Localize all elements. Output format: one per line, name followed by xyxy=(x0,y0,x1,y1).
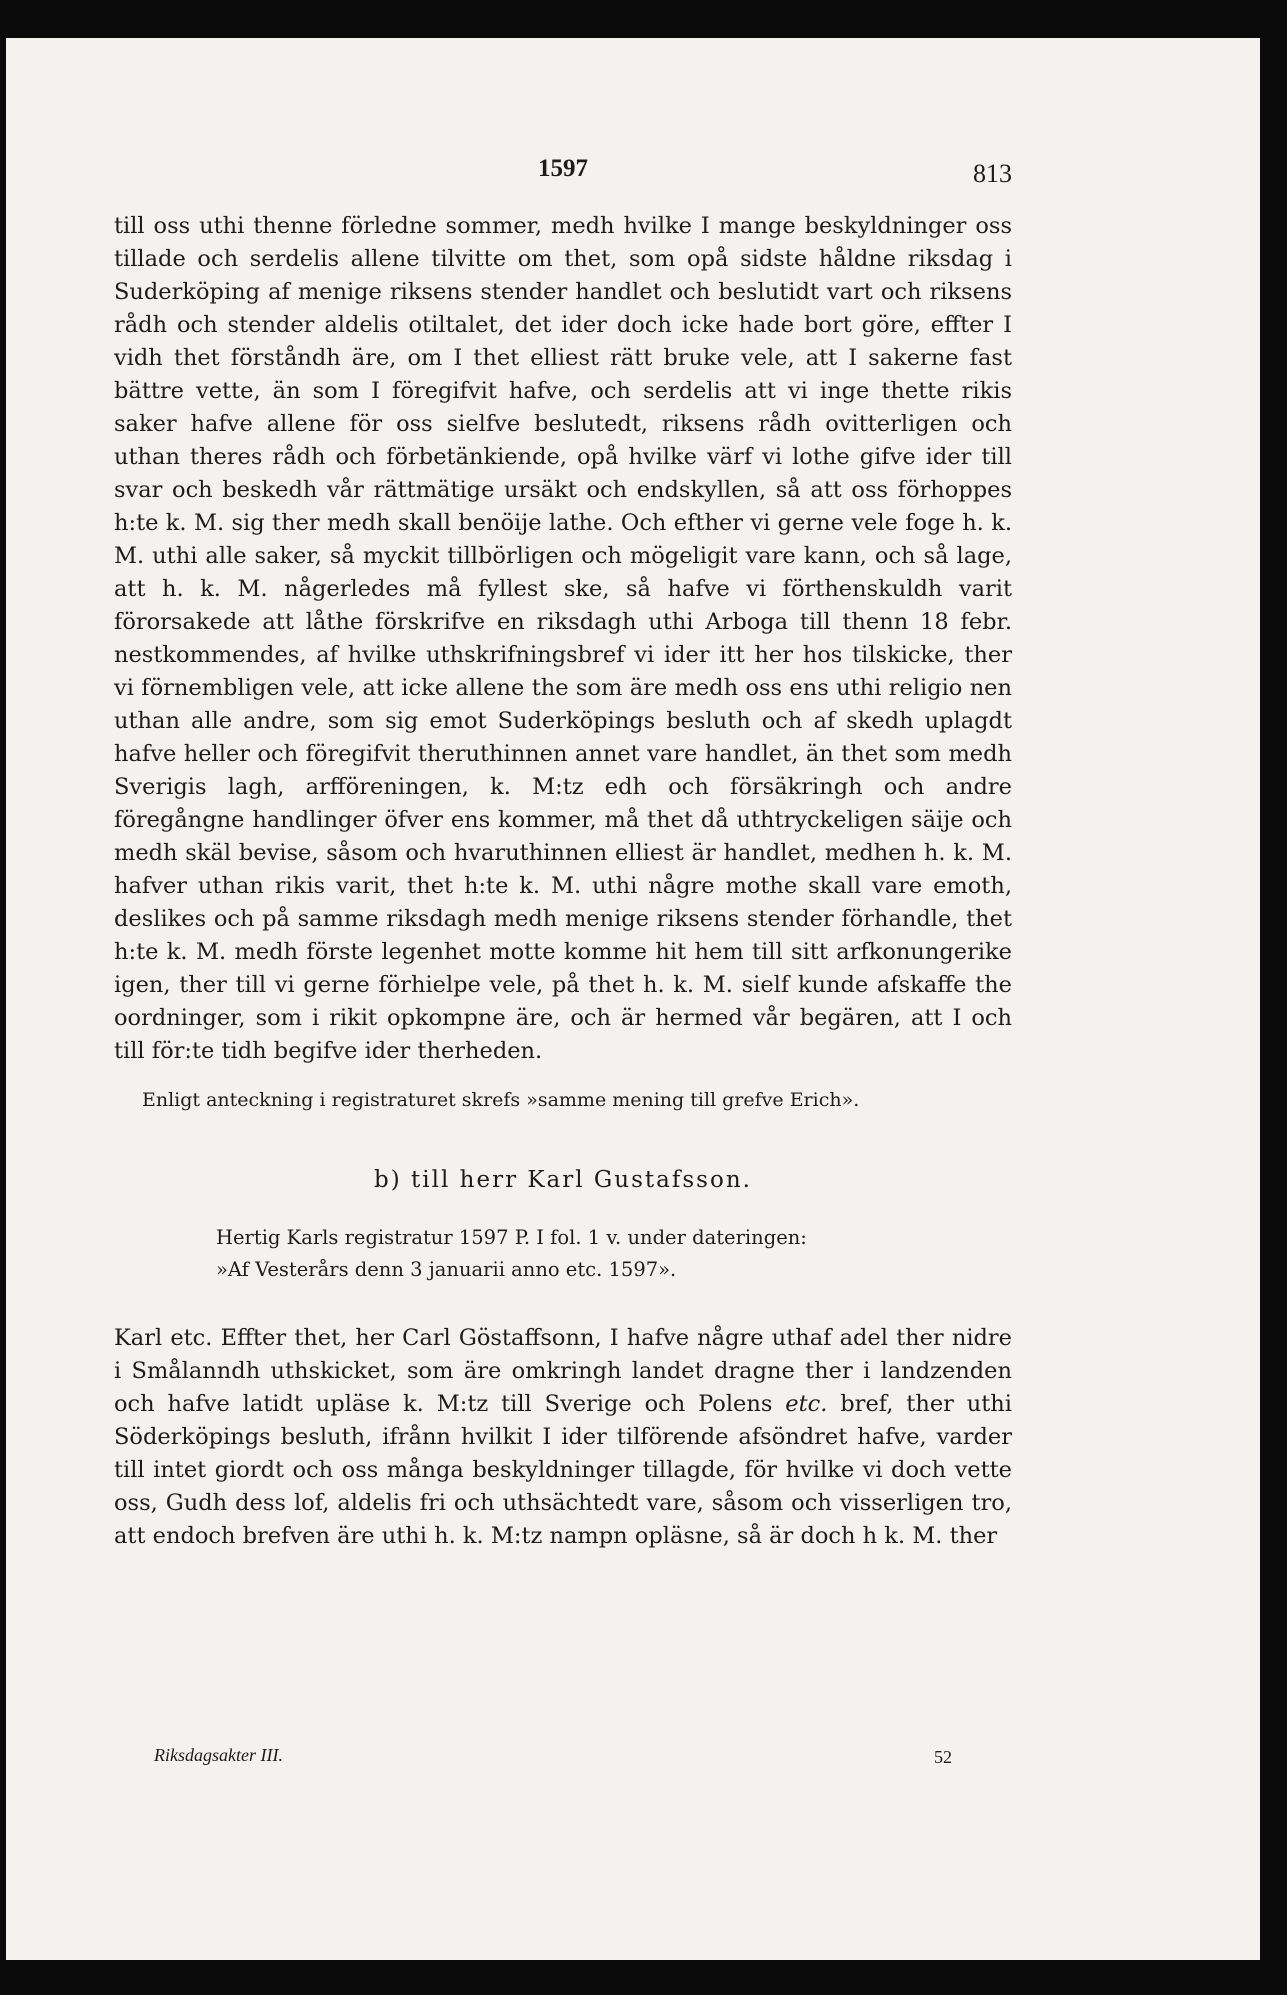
footer-volume-title: Riksdagsakter III. xyxy=(154,1745,283,1765)
source-note xyxy=(114,1222,1012,1286)
running-head xyxy=(114,153,1012,193)
header-year: 1597 xyxy=(538,155,588,182)
letter-b-text-part-2: bref, ther uthi Söderköpings besluth, ifrånn hvilkit I ider tilförende afsöndret hafve, varder till intet giordt och oss många beskyldninger tillagde, för hvilke vi doch vette oss, Gudh dess lof, aldelis fri och uthsächtedt vare, såsom och visserligen tro, att endoch brefven äre uthi h. k. M:tz nampn opläsne, så är doch h k. M. ther xyxy=(114,1391,1012,1549)
letter-b-etc-italic: etc. xyxy=(785,1391,828,1417)
letter-b-text-part-1: Karl etc. Effter thet, her Carl Göstaffsonn, I hafve någre uthaf adel ther nidre i Smålanndh uthskicket, som äre omkringh landet dragne ther i landzenden och hafve latidt upläse k. M:tz till Sverige och Polens xyxy=(114,1325,1012,1417)
page-footer xyxy=(114,1745,1012,1775)
page-number: 813 xyxy=(973,159,1012,188)
document-page xyxy=(6,38,1260,1960)
body-text xyxy=(114,210,1012,1553)
source-line-2: »Af Vesterårs denn 3 januarii anno etc. 1597». xyxy=(216,1258,677,1281)
source-line-1: Hertig Karls registratur 1597 P. I fol. 1 v. under dateringen: xyxy=(216,1226,807,1249)
footer-signature: 52 xyxy=(934,1747,952,1767)
letter-a-text: till oss uthi thenne förledne sommer, medh hvilke I mange beskyldninger oss tillade och serdelis allene tilvitte om thet, som opå sidste håldne riksdag i Suderköping af menige riksens stender handlet och beslutidt vart och riksens rådh och stender aldelis otiltalet, det ider doch icke hade bort göre, effter I vidh thet förståndh äre, om I thet elliest rätt bruke vele, att I sakerne fast bättre vette, än som I föregifvit hafve, och serdelis att vi inge thette rikis saker hafve allene för oss sielfve beslutedt, riksens rådh ovitterligen och uthan theres rådh och förbetänkiende, opå hvilke värf vi lothe gifve ider till svar och beskedh vår rättmätige ursäkt och endskyllen, så att oss förhoppes h:te k. M. sig ther medh skall benöije lathe. Och efther vi gerne vele foge h. k. M. uthi alle saker, så myckit tillbörligen och mögeligit vare kann, och så lage, att h. k. M. någerledes må fyllest ske, så hafve vi förthenskuldh varit förorsakede att låthe förskrifve en riksdagh uthi Arboga till thenn 18 febr. nestkommendes, af hvilke uthskrifningsbref vi ider itt her hos tilskicke, ther vi förnembligen vele, att icke allene the som äre medh oss ens uthi religio nen uthan alle andre, som sig emot Suderköpings besluth och af skedh uplagdt hafve heller och föregifvit theruthinnen annet vare handlet, än thet som medh Sverigis lagh, arfföreningen, k. M:tz edh och försäkringh och andre föregångne handlinger öfver ens kommer, må thet då uthtryckeligen säije och medh skäl bevise, såsom och hvaruthinnen elliest är handlet, medhen h. k. M. hafver uthan rikis varit, thet h:te k. M. uthi någre mothe skall vare emoth, deslikes och på samme riksdagh medh menige riksens stender förhandle, thet h:te k. M. medh förste legenhet motte komme hit hem till sitt arfkonungerike igen, ther till vi gerne förhielpe vele, på thet h. k. M. sielf kunde afskaffe the oordninger, som i rikit opkompne äre, och är hermed vår begären, att I och till för:te tidh begifve ider therheden. xyxy=(114,213,1012,1064)
registry-note: Enligt anteckning i registraturet skrefs »samme mening till grefve Erich». xyxy=(142,1089,860,1111)
section-heading: b) till herr Karl Gustafsson. xyxy=(374,1167,752,1193)
letter-b-text xyxy=(114,1322,1012,1553)
